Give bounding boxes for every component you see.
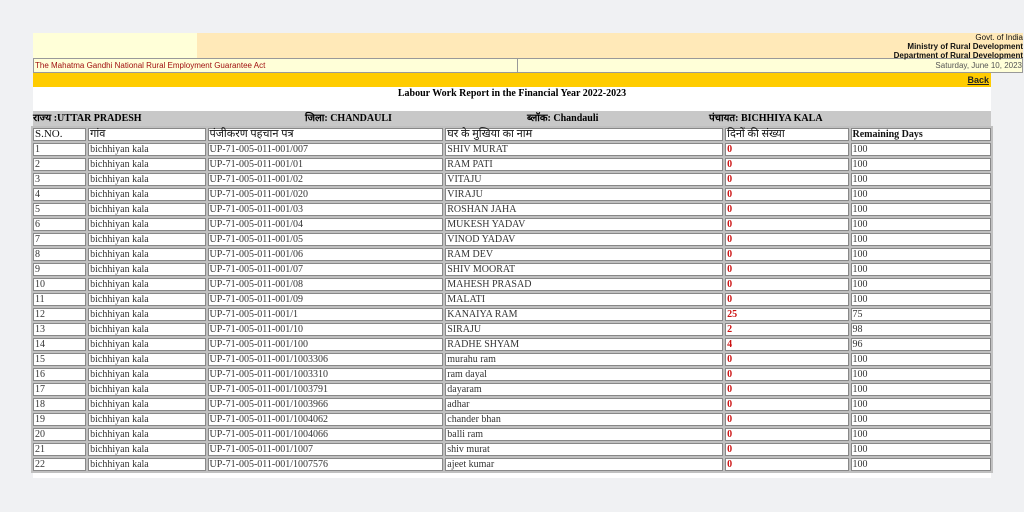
cell-remaining: 100 [851, 398, 992, 411]
cell-village: bichhiyan kala [88, 203, 205, 216]
cell-head-name: SIRAJU [445, 323, 723, 336]
cell-head-name: ajeet kumar [445, 458, 723, 471]
table-row [33, 173, 991, 186]
cell-village: bichhiyan kala [88, 323, 205, 336]
cell-days: 4 [725, 338, 848, 351]
cell-days: 0 [725, 248, 848, 261]
cell-days: 0 [725, 158, 848, 171]
table-row [33, 428, 991, 441]
cell-remaining: 100 [851, 278, 992, 291]
cell-registration: UP-71-005-011-001/020 [208, 188, 444, 201]
cell-village: bichhiyan kala [88, 383, 205, 396]
cell-registration: UP-71-005-011-001/1007 [208, 443, 444, 456]
cell-remaining: 100 [851, 218, 992, 231]
cell-remaining: 100 [851, 233, 992, 246]
district-label: जिला: CHANDAULI [305, 113, 392, 124]
cell-registration: UP-71-005-011-001/10 [208, 323, 444, 336]
cell-days: 0 [725, 173, 848, 186]
table-row [33, 323, 991, 336]
labour-table [31, 126, 993, 473]
cell-days: 2 [725, 323, 848, 336]
cell-village: bichhiyan kala [88, 263, 205, 276]
ministry-label: Ministry of Rural Development [907, 42, 1023, 51]
cell-days: 0 [725, 353, 848, 366]
table-row [33, 248, 991, 261]
cell-days: 25 [725, 308, 848, 321]
cell-days: 0 [725, 263, 848, 276]
cell-days: 0 [725, 218, 848, 231]
act-bar [33, 58, 1023, 73]
table-row [33, 293, 991, 306]
cell-registration: UP-71-005-011-001/1003306 [208, 353, 444, 366]
panchayat-label: पंचायत: BICHHIYA KALA [709, 113, 823, 124]
cell-sno: 5 [33, 203, 86, 216]
cell-remaining: 100 [851, 368, 992, 381]
cell-registration: UP-71-005-011-001/007 [208, 143, 444, 156]
cell-days: 0 [725, 188, 848, 201]
cell-head-name: MALATI [445, 293, 723, 306]
cell-sno: 1 [33, 143, 86, 156]
cell-head-name: VINOD YADAV [445, 233, 723, 246]
cell-head-name: RADHE SHYAM [445, 338, 723, 351]
cell-sno: 15 [33, 353, 86, 366]
cell-sno: 7 [33, 233, 86, 246]
cell-sno: 20 [33, 428, 86, 441]
cell-head-name: SHIV MURAT [445, 143, 723, 156]
cell-sno: 6 [33, 218, 86, 231]
location-info [33, 111, 991, 126]
govt-label: Govt. of India [975, 33, 1023, 42]
cell-registration: UP-71-005-011-001/06 [208, 248, 444, 261]
table-row [33, 218, 991, 231]
table-row [33, 308, 991, 321]
cell-head-name: RAM PATI [445, 158, 723, 171]
table-row [33, 278, 991, 291]
cell-sno: 21 [33, 443, 86, 456]
cell-sno: 22 [33, 458, 86, 471]
date-label: Saturday, June 10, 2023 [935, 61, 1022, 70]
cell-head-name: VIRAJU [445, 188, 723, 201]
table-row [33, 353, 991, 366]
table-row [33, 413, 991, 426]
col-sno: S.NO. [33, 128, 86, 141]
act-name: The Mahatma Gandhi National Rural Employment Guarantee Act [34, 59, 518, 72]
cell-head-name: MAHESH PRASAD [445, 278, 723, 291]
cell-remaining: 98 [851, 323, 992, 336]
cell-remaining: 100 [851, 173, 992, 186]
table-row [33, 368, 991, 381]
cell-village: bichhiyan kala [88, 218, 205, 231]
state-label: राज्य :UTTAR PRADESH [33, 113, 142, 124]
table-row [33, 203, 991, 216]
logo-area [33, 33, 197, 58]
cell-remaining: 100 [851, 293, 992, 306]
cell-head-name: dayaram [445, 383, 723, 396]
site-header [33, 33, 1023, 58]
cell-registration: UP-71-005-011-001/1004066 [208, 428, 444, 441]
cell-head-name: chander bhan [445, 413, 723, 426]
col-registration: पंजीकरण पहचान पत्र [208, 128, 444, 141]
cell-village: bichhiyan kala [88, 293, 205, 306]
cell-village: bichhiyan kala [88, 353, 205, 366]
cell-sno: 19 [33, 413, 86, 426]
cell-sno: 12 [33, 308, 86, 321]
cell-remaining: 100 [851, 428, 992, 441]
report-title: Labour Work Report in the Financial Year 2022-2023 [397, 88, 627, 99]
cell-village: bichhiyan kala [88, 443, 205, 456]
table-row [33, 188, 991, 201]
cell-days: 0 [725, 398, 848, 411]
cell-village: bichhiyan kala [88, 458, 205, 471]
cell-registration: UP-71-005-011-001/05 [208, 233, 444, 246]
cell-village: bichhiyan kala [88, 248, 205, 261]
cell-village: bichhiyan kala [88, 368, 205, 381]
table-row [33, 263, 991, 276]
cell-remaining: 75 [851, 308, 992, 321]
cell-sno: 9 [33, 263, 86, 276]
cell-village: bichhiyan kala [88, 158, 205, 171]
table-row [33, 338, 991, 351]
cell-village: bichhiyan kala [88, 428, 205, 441]
cell-head-name: RAM DEV [445, 248, 723, 261]
table-row [33, 233, 991, 246]
cell-head-name: SHIV MOORAT [445, 263, 723, 276]
cell-head-name: ram dayal [445, 368, 723, 381]
department-label: Department of Rural Development [893, 51, 1023, 60]
cell-village: bichhiyan kala [88, 188, 205, 201]
cell-head-name: KANAIYA RAM [445, 308, 723, 321]
cell-sno: 14 [33, 338, 86, 351]
cell-days: 0 [725, 143, 848, 156]
cell-head-name: shiv murat [445, 443, 723, 456]
cell-registration: UP-71-005-011-001/09 [208, 293, 444, 306]
cell-remaining: 100 [851, 443, 992, 456]
cell-registration: UP-71-005-011-001/1003791 [208, 383, 444, 396]
cell-days: 0 [725, 203, 848, 216]
cell-village: bichhiyan kala [88, 338, 205, 351]
cell-days: 0 [725, 428, 848, 441]
cell-days: 0 [725, 458, 848, 471]
col-village: गांव [88, 128, 205, 141]
cell-head-name: adhar [445, 398, 723, 411]
cell-registration: UP-71-005-011-001/08 [208, 278, 444, 291]
cell-head-name: ROSHAN JAHA [445, 203, 723, 216]
cell-registration: UP-71-005-011-001/1 [208, 308, 444, 321]
cell-sno: 13 [33, 323, 86, 336]
cell-village: bichhiyan kala [88, 413, 205, 426]
cell-sno: 2 [33, 158, 86, 171]
cell-village: bichhiyan kala [88, 173, 205, 186]
cell-sno: 18 [33, 398, 86, 411]
col-remaining: Remaining Days [851, 128, 992, 141]
cell-remaining: 100 [851, 413, 992, 426]
cell-remaining: 100 [851, 158, 992, 171]
cell-days: 0 [725, 368, 848, 381]
cell-sno: 10 [33, 278, 86, 291]
cell-registration: UP-71-005-011-001/1003966 [208, 398, 444, 411]
table-row [33, 143, 991, 156]
cell-days: 0 [725, 383, 848, 396]
table-row [33, 443, 991, 456]
report-page [33, 33, 1023, 478]
col-head-name: घर के मुखिया का नाम [445, 128, 723, 141]
cell-days: 0 [725, 293, 848, 306]
back-link[interactable]: Back [967, 75, 989, 85]
table-row [33, 158, 991, 171]
cell-head-name: VITAJU [445, 173, 723, 186]
table-row [33, 398, 991, 411]
cell-days: 0 [725, 233, 848, 246]
cell-remaining: 100 [851, 263, 992, 276]
cell-village: bichhiyan kala [88, 233, 205, 246]
cell-days: 0 [725, 278, 848, 291]
cell-head-name: murahu ram [445, 353, 723, 366]
cell-head-name: MUKESH YADAV [445, 218, 723, 231]
cell-village: bichhiyan kala [88, 143, 205, 156]
cell-sno: 8 [33, 248, 86, 261]
cell-registration: UP-71-005-011-001/1007576 [208, 458, 444, 471]
cell-sno: 16 [33, 368, 86, 381]
table-row [33, 458, 991, 471]
cell-registration: UP-71-005-011-001/07 [208, 263, 444, 276]
cell-head-name: balli ram [445, 428, 723, 441]
cell-sno: 17 [33, 383, 86, 396]
table-row [33, 383, 991, 396]
cell-village: bichhiyan kala [88, 308, 205, 321]
cell-registration: UP-71-005-011-001/1004062 [208, 413, 444, 426]
col-days: दिनों की संख्या [725, 128, 848, 141]
cell-registration: UP-71-005-011-001/01 [208, 158, 444, 171]
cell-remaining: 100 [851, 458, 992, 471]
cell-registration: UP-71-005-011-001/02 [208, 173, 444, 186]
cell-registration: UP-71-005-011-001/04 [208, 218, 444, 231]
cell-sno: 4 [33, 188, 86, 201]
cell-remaining: 100 [851, 383, 992, 396]
cell-remaining: 100 [851, 203, 992, 216]
cell-sno: 11 [33, 293, 86, 306]
cell-remaining: 100 [851, 353, 992, 366]
nav-bar [33, 73, 991, 87]
cell-village: bichhiyan kala [88, 278, 205, 291]
cell-remaining: 100 [851, 248, 992, 261]
cell-remaining: 100 [851, 188, 992, 201]
cell-remaining: 96 [851, 338, 992, 351]
cell-village: bichhiyan kala [88, 398, 205, 411]
cell-registration: UP-71-005-011-001/100 [208, 338, 444, 351]
block-label: ब्लॉक: Chandauli [527, 113, 599, 124]
cell-registration: UP-71-005-011-001/03 [208, 203, 444, 216]
cell-days: 0 [725, 413, 848, 426]
cell-days: 0 [725, 443, 848, 456]
table-header [33, 128, 991, 141]
cell-remaining: 100 [851, 143, 992, 156]
cell-sno: 3 [33, 173, 86, 186]
cell-registration: UP-71-005-011-001/1003310 [208, 368, 444, 381]
